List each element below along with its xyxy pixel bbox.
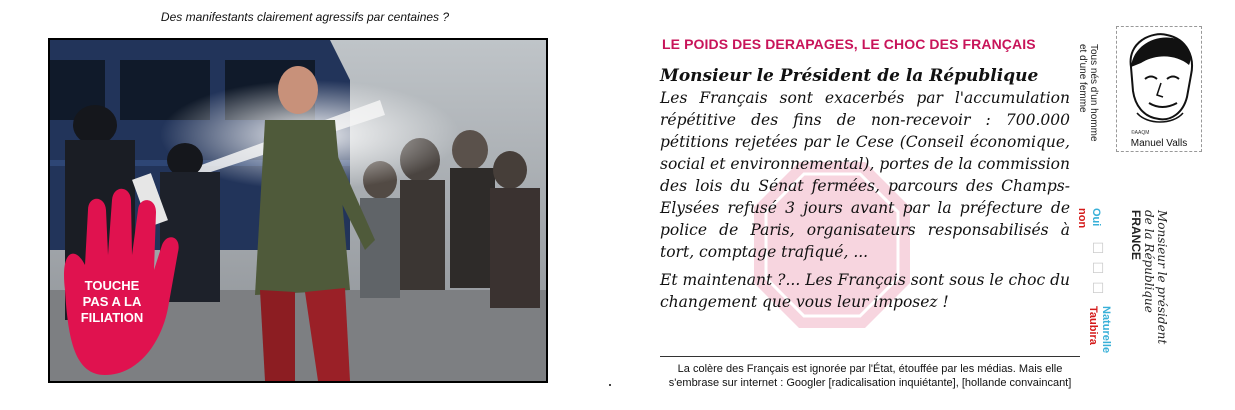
checkbox-2[interactable]: ☐ (1091, 260, 1105, 276)
checkbox-3[interactable]: ☐ (1091, 280, 1105, 296)
footer-line-2: s'embrase sur internet : Googler [radicalisation inquiétante], [hollande convaincant] (668, 377, 1072, 389)
footer-rule (660, 356, 1080, 357)
address-country: FRANCE (1129, 210, 1143, 260)
side-note-line-1: Tous nés d'un homme (1088, 44, 1099, 142)
choice-taubira: Taubira (1087, 306, 1099, 345)
caricature-portrait (1117, 27, 1201, 127)
protest-photo (48, 38, 548, 383)
choice-boxes (1089, 238, 1111, 300)
letter-salutation: Monsieur le Président de la République (660, 66, 1039, 86)
address-line-2: de la République (1142, 210, 1156, 313)
postage-stamp (1116, 26, 1202, 152)
sign-line-2: PAS A LA (82, 294, 142, 309)
stamp-copyright: ©AAQM (1131, 130, 1150, 136)
postcard-header: LE POIDS DES DERAPAGES, LE CHOC DES FRANÇAIS (662, 36, 1036, 52)
footer-line-1: La colère des Français est ignorée par l'État, étouffée par les médias. Mais elle (677, 363, 1063, 375)
choice-naturelle: Naturelle (1100, 306, 1112, 354)
protest-scene (50, 40, 546, 381)
side-note (1077, 44, 1099, 142)
address-block (1129, 210, 1168, 344)
choice-oui: Oui (1090, 208, 1102, 227)
stamp-label: Manuel Valls (1130, 138, 1188, 149)
address-line-1: Monsieur le président (1155, 210, 1169, 345)
checkbox-1[interactable]: ☐ (1091, 240, 1105, 256)
side-note-line-2: et d'une femme (1077, 44, 1088, 113)
letter-paragraph-2: Et maintenant ?... Les Français sont sous le choc du changement que vous leur imposez ! (660, 271, 1070, 311)
photo-caption: Des manifestants clairement agressifs par centaines ? (160, 10, 450, 24)
sign-line-1: TOUCHE (84, 278, 140, 293)
footer (662, 362, 1078, 390)
letter-paragraph-1: Les Français sont exacerbés par l'accumulation répétitive des fins de non-recevoir : 700.000 pétitions rejetées par le Cese (Conseil économique, social et environnemental), portes de la commission des lois du Sénat fermées, parcours des Champs-Elysées refusé 3 jours avant par la préfecture de police de Paris, organisateurs responsabilisés à tort, comptage trafiqué, ... (660, 89, 1070, 261)
choice-non: non (1076, 208, 1088, 229)
stray-dot (609, 384, 611, 386)
sign-line-3: FILIATION (80, 310, 144, 325)
letter (660, 66, 1070, 313)
